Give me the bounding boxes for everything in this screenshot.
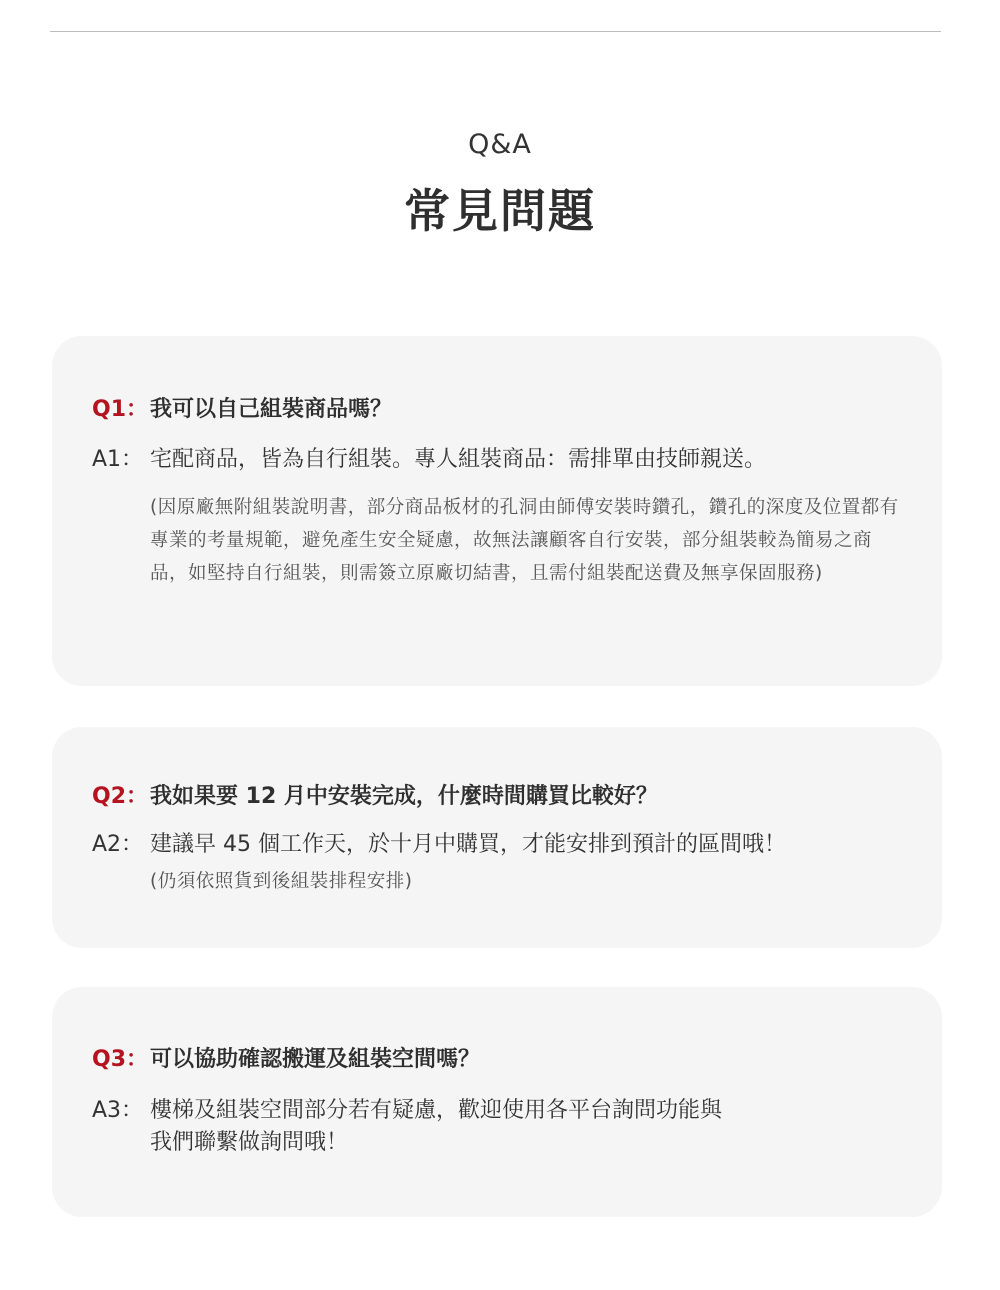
- faq-card-1: [52, 336, 942, 686]
- answer-line: 宅配商品，皆為自行組裝。專人組裝商品：需排單由技師親送。: [150, 447, 767, 472]
- faq-card-3: [52, 987, 942, 1217]
- answer-note: (因原廠無附組裝說明書，部分商品板材的孔洞由師傅安裝時鑽孔，鑽孔的深度及位置都有專業的考量規範，避免產生安全疑慮，故無法讓顧客自行安裝，部分組裝較為簡易之商品，如堅持自行組裝，則需簽立原廠切結書，且需付組裝配送費及無享保固服務): [150, 497, 899, 584]
- faq-question-row: [92, 394, 912, 426]
- answer-text: [150, 1095, 722, 1159]
- question-label: Q1：: [92, 397, 149, 422]
- question-text: 我可以自己組裝商品嗎？: [150, 397, 393, 422]
- question-text: 我如果要 12 月中安裝完成，什麼時間購買比較好？: [150, 784, 658, 809]
- page-title: 常見問題: [404, 184, 596, 238]
- answer-label: A1：: [92, 447, 144, 472]
- faq-answer-row: [92, 444, 912, 476]
- answer-text: [150, 829, 786, 861]
- answer-label: A2：: [92, 832, 144, 857]
- faq-answer-row: [92, 829, 912, 861]
- answer-line: 建議早 45 個工作天，於十月中購買，才能安排到預計的區間哦！: [150, 832, 786, 857]
- faq-question-row: [92, 1044, 912, 1076]
- answer-line: 樓梯及組裝空間部分若有疑慮，歡迎使用各平台詢問功能與: [150, 1098, 723, 1123]
- question-label: Q3：: [92, 1047, 149, 1072]
- answer-label: A3：: [92, 1098, 144, 1123]
- answer-note: (仍須依照貨到後組裝排程安排): [150, 871, 413, 892]
- question-text: 可以協助確認搬運及組裝空間嗎？: [150, 1047, 481, 1072]
- answer-line: 我們聯繫做詢問哦！: [150, 1130, 349, 1155]
- section-eyebrow: Q&A: [468, 129, 532, 160]
- section-header: [0, 125, 1000, 239]
- top-divider: [50, 31, 941, 32]
- answer-text: [150, 444, 766, 476]
- faq-card-2: [52, 727, 942, 948]
- faq-answer-row: [92, 1095, 912, 1159]
- question-label: Q2：: [92, 784, 149, 809]
- faq-question-row: [92, 781, 912, 813]
